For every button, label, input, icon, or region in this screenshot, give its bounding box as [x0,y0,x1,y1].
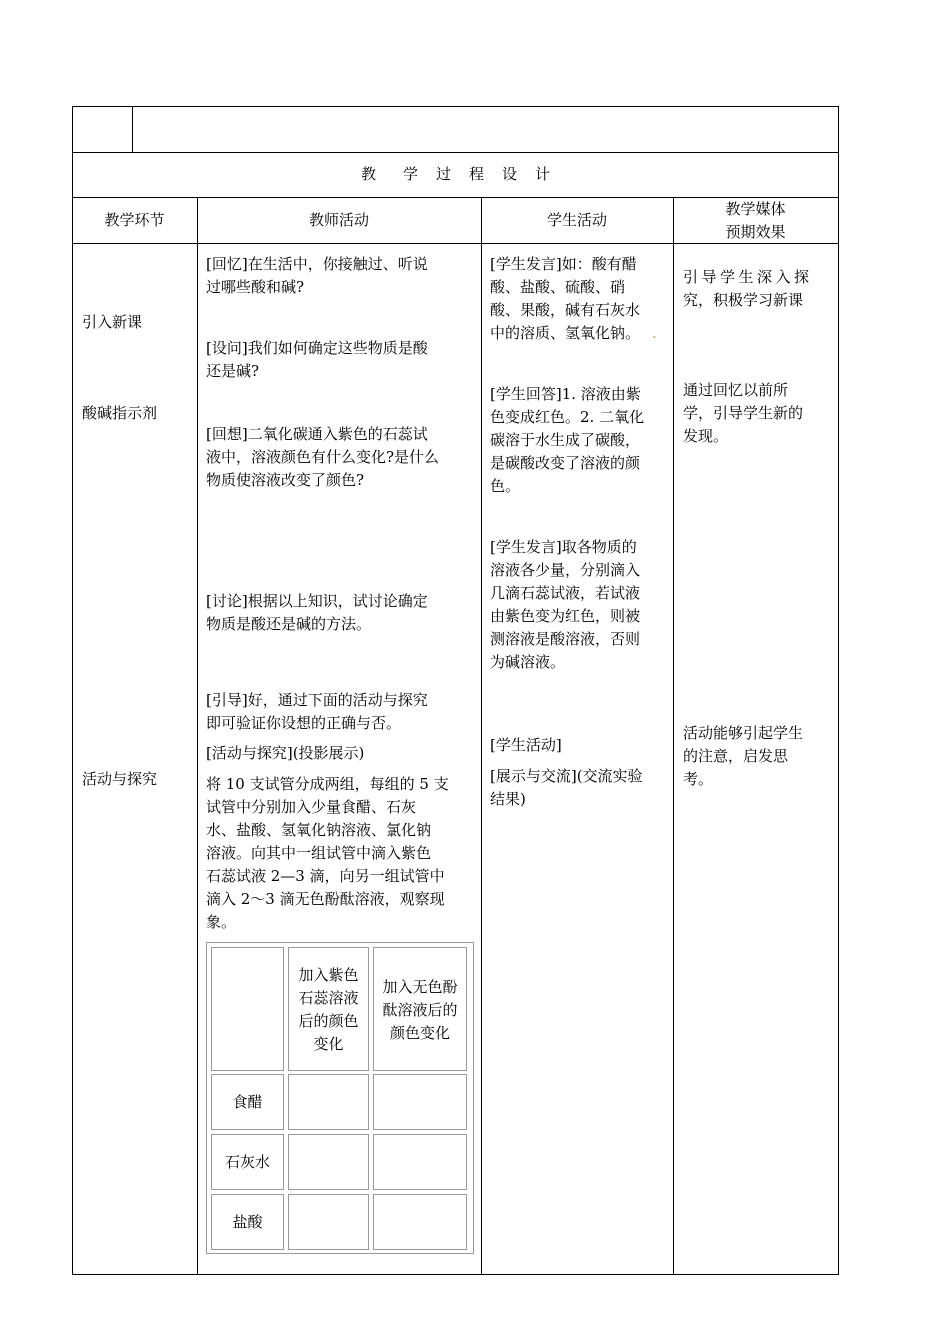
header-media-line1: 教学媒体 [725,200,786,218]
text-line: 将 10 支试管分成两组，每组的 5 支 [206,775,449,793]
text-line: 石蕊溶液 [298,989,359,1007]
text-line: 还是碱? [206,362,260,380]
col-divider-2 [481,197,482,1275]
observation-row-label [211,1134,284,1190]
text-line: 颜色变化 [389,1024,450,1042]
text-line: [讨论]根据以上知识，试讨论确定 [206,592,428,610]
title-char: 设 [502,165,518,183]
title-char: 过 [435,165,451,183]
text-line: 活动能够引起学生 [683,724,804,742]
text-line: [学生发言]如：酸有醋 [490,255,637,273]
observation-cell [373,1134,467,1190]
text-line: [引导]好，通过下面的活动与探究 [206,691,428,709]
text-line: 中的溶质、氢氧化钠。 [490,324,641,342]
text-line: [回想]二氧化碳通入紫色的石蕊试 [206,425,428,443]
text-line: 石蕊试液 2—3 滴，向另一组试管中 [206,867,445,885]
col-divider-1 [197,197,198,1275]
observation-cell [288,1134,369,1190]
text-line: [设问]我们如何确定这些物质是酸 [206,339,428,357]
text-line: 测溶液是酸溶液，否则 [490,630,641,648]
text-line: 几滴石蕊试液，若试液 [490,584,641,602]
student-activity: [学生活动] [490,736,562,754]
section-intro: 引入新课 [82,313,143,331]
text-line: 石灰水 [224,1153,270,1171]
table-border-right [838,106,839,1275]
text-line: 究，积极学习新课 [683,291,804,309]
text-line: [展示与交流](交流实验 [490,767,643,785]
text-line: 食醋 [232,1093,263,1111]
text-line: [学生发言]取各物质的 [490,538,637,556]
table-border-left [72,106,73,1275]
top-cell-divider [132,106,133,153]
text-line: 为碱溶液。 [490,653,566,671]
text-line: 变化 [313,1035,344,1053]
text-line: 即可验证你设想的正确与否。 [206,714,402,732]
observation-header-litmus [288,947,369,1071]
text-line: 试管中分别加入少量食醋、石灰 [206,798,417,816]
text-line: 考。 [683,770,714,788]
text-line: [回忆]在生活中，你接触过、听说 [206,255,428,273]
row-divider-1 [72,152,839,153]
observation-cell [288,1194,369,1250]
title-char: 计 [535,165,551,183]
text-line: 色。 [490,477,521,495]
table-title [72,163,839,186]
text-line: 加入无色酚 [382,978,458,996]
observation-cell [373,1074,467,1130]
header-student: 学生活动 [546,211,607,229]
text-line: 引导学生深入探 [683,268,813,286]
text-line: 水、盐酸、氢氧化钠溶液、氯化钠 [206,821,432,839]
observation-cell [373,1194,467,1250]
text-line: 酞溶液后的 [382,1001,458,1019]
text-line: 色变成红色。2. 二氧化 [490,408,645,426]
text-line: 后的颜色 [298,1012,359,1030]
text-line: 通过回忆以前所 [683,381,789,399]
observation-cell [288,1074,369,1130]
text-line: 酸、盐酸、硫酸、硝 [490,278,626,296]
text-line: 物质是酸还是碱的方法。 [206,615,372,633]
section-indicator: 酸碱指示剂 [82,404,158,422]
text-line: 加入紫色 [298,966,359,984]
text-line: 发现。 [683,427,729,445]
text-line: 酸、果酸，碱有石灰水 [490,301,641,319]
text-line: [学生回答]1. 溶液由紫 [490,385,641,403]
table-border-top [72,106,839,107]
text-line: 物质使溶液改变了颜色? [206,471,365,489]
stray-mark: . [652,324,657,342]
text-line: 碳溶于水生成了碳酸， [490,431,641,449]
text-line: 溶液。向其中一组试管中滴入紫色 [206,844,432,862]
text-line: 盐酸 [232,1213,263,1231]
title-char: 程 [469,165,485,183]
observation-row-label [211,1074,284,1130]
header-media-line2: 预期效果 [725,223,786,241]
col-divider-3 [673,197,674,1275]
text-line: 结果) [490,790,526,808]
observation-table [206,942,474,1254]
header-teacher: 教师活动 [308,211,369,229]
text-line: 由紫色变为红色，则被 [490,607,641,625]
text-line: 是碳酸改变了溶液的颜 [490,454,641,472]
text-line: 滴入 2～3 滴无色酚酞溶液，观察现 [206,890,445,908]
text-line: 象。 [206,913,237,931]
text-line: 的注意，启发思 [683,747,789,765]
title-char: 学 [402,165,418,183]
table-border-bottom [72,1274,839,1275]
title-char: 教 [360,165,376,183]
text-line: 液中，溶液颜色有什么变化?是什么 [206,448,440,466]
observation-header-phenolphthalein [373,947,467,1071]
text-line: 过哪些酸和碱? [206,278,305,296]
text-line: 溶液各少量，分别滴入 [490,561,641,579]
text-line: 学，引导学生新的 [683,404,804,422]
observation-row-label [211,1194,284,1250]
teacher-activity-title: [活动与探究](投影展示) [206,744,365,762]
header-section: 教学环节 [104,211,165,229]
section-activity: 活动与探究 [82,770,158,788]
observation-corner-cell [211,947,284,1071]
